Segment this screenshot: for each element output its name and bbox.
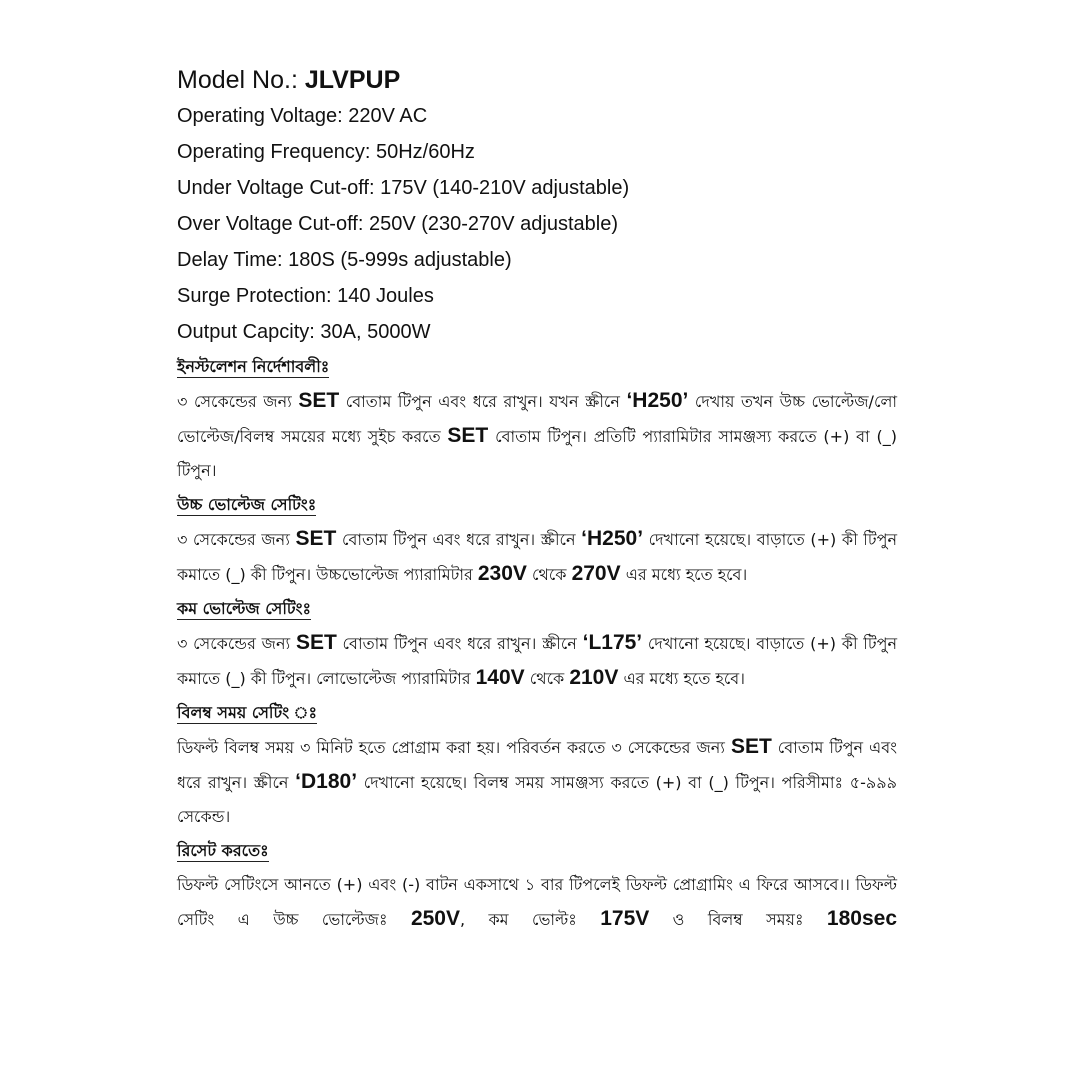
high-voltage-heading: উচ্চ ভোল্টেজ সেটিংঃ — [177, 495, 317, 514]
model-label: Model No.: — [177, 66, 298, 94]
spec-surge-protection: Surge Protection: 140 Joules — [177, 285, 434, 307]
reset-heading: রিসেট করতেঃ — [177, 841, 269, 860]
model-number-line — [177, 62, 897, 98]
spec-output-capacity: Output Capcity: 30A, 5000W — [177, 321, 431, 343]
spec-operating-voltage: Operating Voltage: 220V AC — [177, 105, 428, 127]
reset-paragraph: ডিফল্ট সেটিংসে আনতে (+) এবং (-) বাটন একসাথে ১ বার টিপলেই ডিফল্ট প্রোগ্রামিং এ ফিরে আসবে।। ডিফল্ট সেটিং এ উচ্চ ভোল্টেজঃ 250V, কম ভোল্টঃ 175V ও বিলম্ব সময়ঃ 180sec — [177, 875, 897, 930]
delay-time-paragraph: ডিফল্ট বিলম্ব সময় ৩ মিনিট হতে প্রোগ্রাম করা হয়। পরিবর্তন করতে ৩ সেকেন্ডের জন্য SET বোতাম টিপুন এবং ধরে রাখুন। স্ক্রীনে ‘D180’ দেখানো হয়েছে। বিলম্ব সময় সামঞ্জস্য করতে (+) বা (_) টিপুন। পরিসীমাঃ ৫-৯৯৯ সেকেন্ড। — [177, 735, 898, 826]
spec-operating-frequency: Operating Frequency: 50Hz/60Hz — [177, 141, 475, 163]
spec-over-voltage-cutoff: Over Voltage Cut-off: 250V (230-270V adjustable) — [177, 213, 619, 235]
spec-delay-time: Delay Time: 180S (5-999s adjustable) — [177, 249, 512, 271]
low-voltage-heading: কম ভোল্টেজ সেটিংঃ — [177, 599, 312, 618]
high-voltage-paragraph: ৩ সেকেন্ডের জন্য SET বোতাম টিপুন এবং ধরে রাখুন। স্ক্রীনে ‘H250’ দেখানো হয়েছে। বাড়াতে (+) কী টিপুন কমাতে (_) কী টিপুন। উচ্চভোল্টেজ প্যারামিটার 230V থেকে 270V এর মধ্যে হতে হবে। — [177, 527, 898, 585]
installation-heading: ইনস্টলেশন নির্দেশাবলীঃ — [177, 357, 330, 376]
model-value: JLVPUP — [304, 66, 401, 94]
delay-time-heading: বিলম্ব সময় সেটিং ঃ — [177, 703, 318, 722]
installation-paragraph: ৩ সেকেন্ডের জন্য SET বোতাম টিপুন এবং ধরে রাখুন। যখন স্ক্রীনে ‘H250’ দেখায় তখন উচ্চ ভোল্টেজ/লো ভোল্টেজ/বিলম্ব সময়ের মধ্যে সুইচ করতে SET বোতাম টিপুন। প্রতিটি প্যারামিটার সামঞ্জস্য করতে (+) বা (_) টিপুন। — [177, 389, 898, 480]
spec-under-voltage-cutoff: Under Voltage Cut-off: 175V (140-210V adjustable) — [177, 177, 630, 199]
low-voltage-paragraph: ৩ সেকেন্ডের জন্য SET বোতাম টিপুন এবং ধরে রাখুন। স্ক্রীনে ‘L175’ দেখানো হয়েছে। বাড়াতে (+) কী টিপুন কমাতে (_) কী টিপুন। লোভোল্টেজ প্যারামিটার 140V থেকে 210V এর মধ্যে হতে হবে। — [177, 631, 898, 689]
product-manual — [177, 62, 897, 937]
